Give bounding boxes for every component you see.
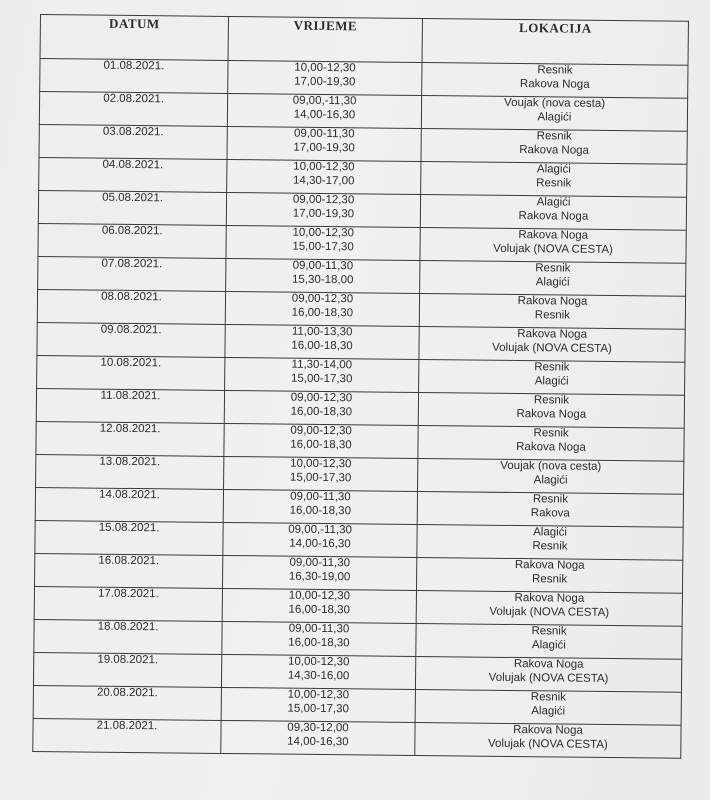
time-cell	[222, 555, 416, 590]
time-slot: 15,00-17,30	[289, 471, 352, 484]
location-cell	[421, 161, 687, 197]
location-cell	[419, 293, 685, 329]
location-name: Resnik	[531, 572, 568, 586]
time-slot: 17,00-19,30	[292, 207, 355, 220]
location-name: Rakova Noga	[513, 723, 583, 737]
location-name: Resnik	[533, 427, 569, 440]
date-cell	[36, 454, 224, 489]
location-cell	[419, 359, 685, 395]
date-cell	[39, 92, 227, 127]
date-cell	[33, 652, 221, 687]
date-text: 13.08.2021.	[99, 455, 161, 469]
date-text: 05.08.2021.	[102, 191, 164, 205]
date-text: 10.08.2021.	[100, 356, 162, 370]
time-slot: 11,30-14,00	[291, 358, 353, 372]
date-text: 20.08.2021.	[96, 686, 158, 700]
location-cell	[418, 458, 684, 494]
date-cell	[35, 520, 223, 555]
time-slot: 09,00-11,30	[292, 259, 354, 273]
time-cell	[227, 159, 421, 194]
time-slot: 16,30-19,00	[288, 570, 351, 583]
location-name: Resnik	[536, 176, 572, 190]
time-slot: 09,00-12,30	[291, 292, 354, 306]
location-name: Rakova Noga	[519, 77, 590, 91]
location-name: Alagići	[537, 110, 572, 124]
location-name: Rakova Noga	[514, 592, 585, 605]
location-name: Rakova Noga	[518, 229, 589, 242]
date-text: 03.08.2021.	[102, 125, 164, 139]
date-text: 07.08.2021.	[101, 257, 163, 271]
location-name: Alagići	[534, 374, 569, 388]
time-slot: 10,00-12,30	[292, 226, 354, 240]
location-cell	[420, 194, 686, 230]
location-name: Volujak (NOVA CESTA)	[493, 242, 613, 256]
date-cell	[38, 190, 226, 225]
location-name: Resnik	[535, 262, 571, 275]
location-name: Resnik	[530, 691, 567, 704]
time-slot: 10,00-12,30	[290, 457, 352, 471]
time-cell	[225, 324, 419, 359]
time-slot: 15,00-17,30	[292, 240, 354, 253]
location-cell	[415, 656, 681, 692]
time-cell	[224, 456, 418, 491]
time-slot: 10,00-12,30	[288, 589, 351, 603]
location-name: Resnik	[537, 64, 573, 77]
location-name: Resnik	[532, 493, 569, 506]
time-slot: 15,00-17,30	[290, 372, 353, 385]
date-text: 09.08.2021.	[100, 323, 162, 337]
date-cell	[40, 59, 228, 94]
time-cell	[226, 225, 420, 260]
location-cell	[421, 96, 687, 132]
location-name: Alagići	[531, 704, 566, 718]
header-time: VRIJEME	[228, 16, 422, 62]
header-date: DATUM	[40, 15, 228, 61]
location-cell	[420, 227, 686, 263]
time-cell	[227, 126, 421, 161]
time-slot: 09,00,-11,30	[292, 94, 357, 108]
schedule-table	[32, 14, 689, 759]
date-cell	[39, 124, 227, 159]
location-name: Rakova Noga	[518, 209, 589, 223]
time-slot: 14,30-17,00	[293, 174, 355, 187]
location-name: Alagići	[535, 275, 570, 289]
date-cell	[39, 157, 227, 192]
location-cell	[421, 128, 687, 164]
time-cell	[224, 423, 418, 458]
location-name: Rakova Noga	[516, 407, 587, 421]
location-cell	[415, 689, 681, 725]
time-cell	[221, 720, 415, 755]
location-name: Resnik	[532, 539, 568, 553]
location-cell	[418, 392, 684, 428]
time-slot: 09,00,-11,30	[288, 523, 353, 537]
time-slot: 16,00-18,30	[288, 603, 351, 616]
date-text: 19.08.2021.	[97, 653, 159, 667]
time-cell	[223, 489, 417, 524]
location-name: Volujak (NOVA CESTA)	[487, 737, 608, 751]
date-text: 08.08.2021.	[101, 290, 162, 304]
date-cell	[37, 289, 225, 324]
location-name: Alagići	[536, 196, 571, 209]
date-text: 18.08.2021.	[97, 620, 159, 634]
location-name: Resnik	[536, 130, 572, 143]
location-cell	[420, 260, 686, 296]
date-cell	[37, 355, 225, 390]
location-name: Alagići	[533, 526, 568, 539]
location-name: Alagići	[531, 638, 566, 652]
time-slot: 11,00-13,30	[291, 325, 353, 339]
date-cell	[38, 256, 226, 291]
time-cell	[226, 258, 420, 293]
location-cell	[419, 326, 685, 362]
date-cell	[36, 421, 224, 456]
location-name: Rakova Noga	[516, 440, 586, 454]
date-text: 17.08.2021.	[97, 587, 159, 601]
location-name: Rakova Noga	[514, 559, 585, 572]
time-slot: 15,00-17,30	[287, 702, 349, 715]
time-cell	[228, 60, 422, 95]
location-name: Rakova	[530, 506, 570, 520]
time-slot: 16,00-18,30	[289, 504, 352, 517]
date-cell	[37, 322, 225, 357]
time-slot: 09,00-12,30	[292, 193, 355, 207]
time-slot: 09,00-11,30	[293, 127, 355, 141]
date-text: 01.08.2021.	[103, 59, 165, 73]
time-slot: 10,00-12,30	[287, 655, 350, 669]
date-cell	[33, 718, 221, 753]
time-slot: 15,30-18,00	[291, 273, 354, 286]
date-cell	[34, 586, 222, 621]
location-name: Voujak (nova cesta)	[500, 459, 602, 473]
location-name: Rakova Noga	[517, 295, 588, 308]
location-name: Resnik	[531, 625, 567, 638]
date-cell	[34, 619, 222, 654]
time-cell	[221, 654, 415, 689]
date-cell	[38, 223, 226, 258]
date-cell	[35, 553, 223, 588]
date-text: 14.08.2021.	[99, 488, 160, 502]
time-slot: 16,00-18,30	[290, 405, 353, 418]
location-name: Volujak (NOVA CESTA)	[489, 605, 610, 619]
location-cell	[417, 524, 683, 560]
time-slot: 09,00-11,30	[290, 490, 351, 504]
time-slot: 09,00-11,30	[289, 556, 351, 570]
location-cell	[416, 623, 682, 659]
time-slot: 10,00-12,30	[293, 160, 355, 174]
time-slot: 17,00-19,30	[294, 75, 356, 88]
time-slot: 09,00-12,30	[290, 424, 352, 438]
location-name: Alagići	[536, 163, 571, 176]
location-name: Alagići	[533, 473, 568, 487]
location-cell	[416, 590, 682, 626]
time-slot: 09,30-12,00	[287, 721, 349, 735]
schedule-body	[33, 59, 688, 759]
location-name: Volujak (NOVA CESTA)	[492, 341, 612, 355]
time-slot: 16,00-18,30	[290, 438, 352, 451]
time-slot: 16,00-18,30	[291, 306, 354, 319]
time-slot: 14,00-16,30	[287, 735, 349, 748]
header-location: LOKACIJA	[422, 19, 688, 66]
time-slot: 09,00-11,30	[288, 622, 350, 636]
date-text: 06.08.2021.	[101, 224, 163, 238]
time-cell	[222, 621, 416, 656]
header-row	[40, 15, 688, 66]
time-slot: 16,00-18,30	[288, 636, 350, 649]
time-cell	[221, 687, 415, 722]
location-name: Volujak (NOVA CESTA)	[488, 671, 609, 685]
location-cell	[415, 722, 681, 758]
date-text: 16.08.2021.	[98, 554, 160, 568]
date-text: 04.08.2021.	[102, 158, 164, 172]
time-slot: 14,30-16,00	[287, 669, 350, 682]
time-cell	[223, 522, 417, 557]
date-text: 15.08.2021.	[98, 521, 160, 535]
time-cell	[225, 357, 419, 392]
time-slot: 17,00-19,30	[293, 141, 355, 154]
time-slot: 16,00-18,30	[291, 339, 353, 352]
location-name: Rakova Noga	[517, 328, 588, 341]
location-name: Voujak (nova cesta)	[504, 96, 606, 110]
location-name: Resnik	[534, 308, 571, 322]
location-cell	[422, 63, 688, 99]
date-text: 11.08.2021.	[100, 389, 161, 403]
date-text: 12.08.2021.	[99, 422, 161, 436]
date-text: 21.08.2021.	[96, 719, 158, 733]
location-name: Rakova Noga	[519, 143, 590, 157]
location-name: Resnik	[534, 361, 570, 374]
time-slot: 10,00-12,30	[287, 688, 350, 702]
time-slot: 10,00-12,30	[294, 61, 356, 75]
location-cell	[418, 425, 684, 461]
time-cell	[227, 93, 421, 128]
table-row	[33, 718, 681, 758]
time-cell	[225, 291, 419, 326]
time-cell	[224, 390, 418, 425]
time-cell	[226, 192, 420, 227]
date-cell	[33, 685, 221, 720]
time-cell	[222, 588, 416, 623]
location-name: Rakova Noga	[513, 657, 584, 671]
date-text: 02.08.2021.	[103, 92, 165, 106]
time-slot: 14,00-16,30	[293, 108, 356, 121]
date-cell	[36, 388, 224, 423]
date-cell	[35, 487, 223, 522]
location-cell	[417, 491, 683, 527]
location-name: Resnik	[533, 394, 570, 407]
location-cell	[416, 557, 682, 593]
time-slot: 09,00-12,30	[290, 391, 353, 405]
time-slot: 14,00-16,30	[289, 537, 351, 550]
